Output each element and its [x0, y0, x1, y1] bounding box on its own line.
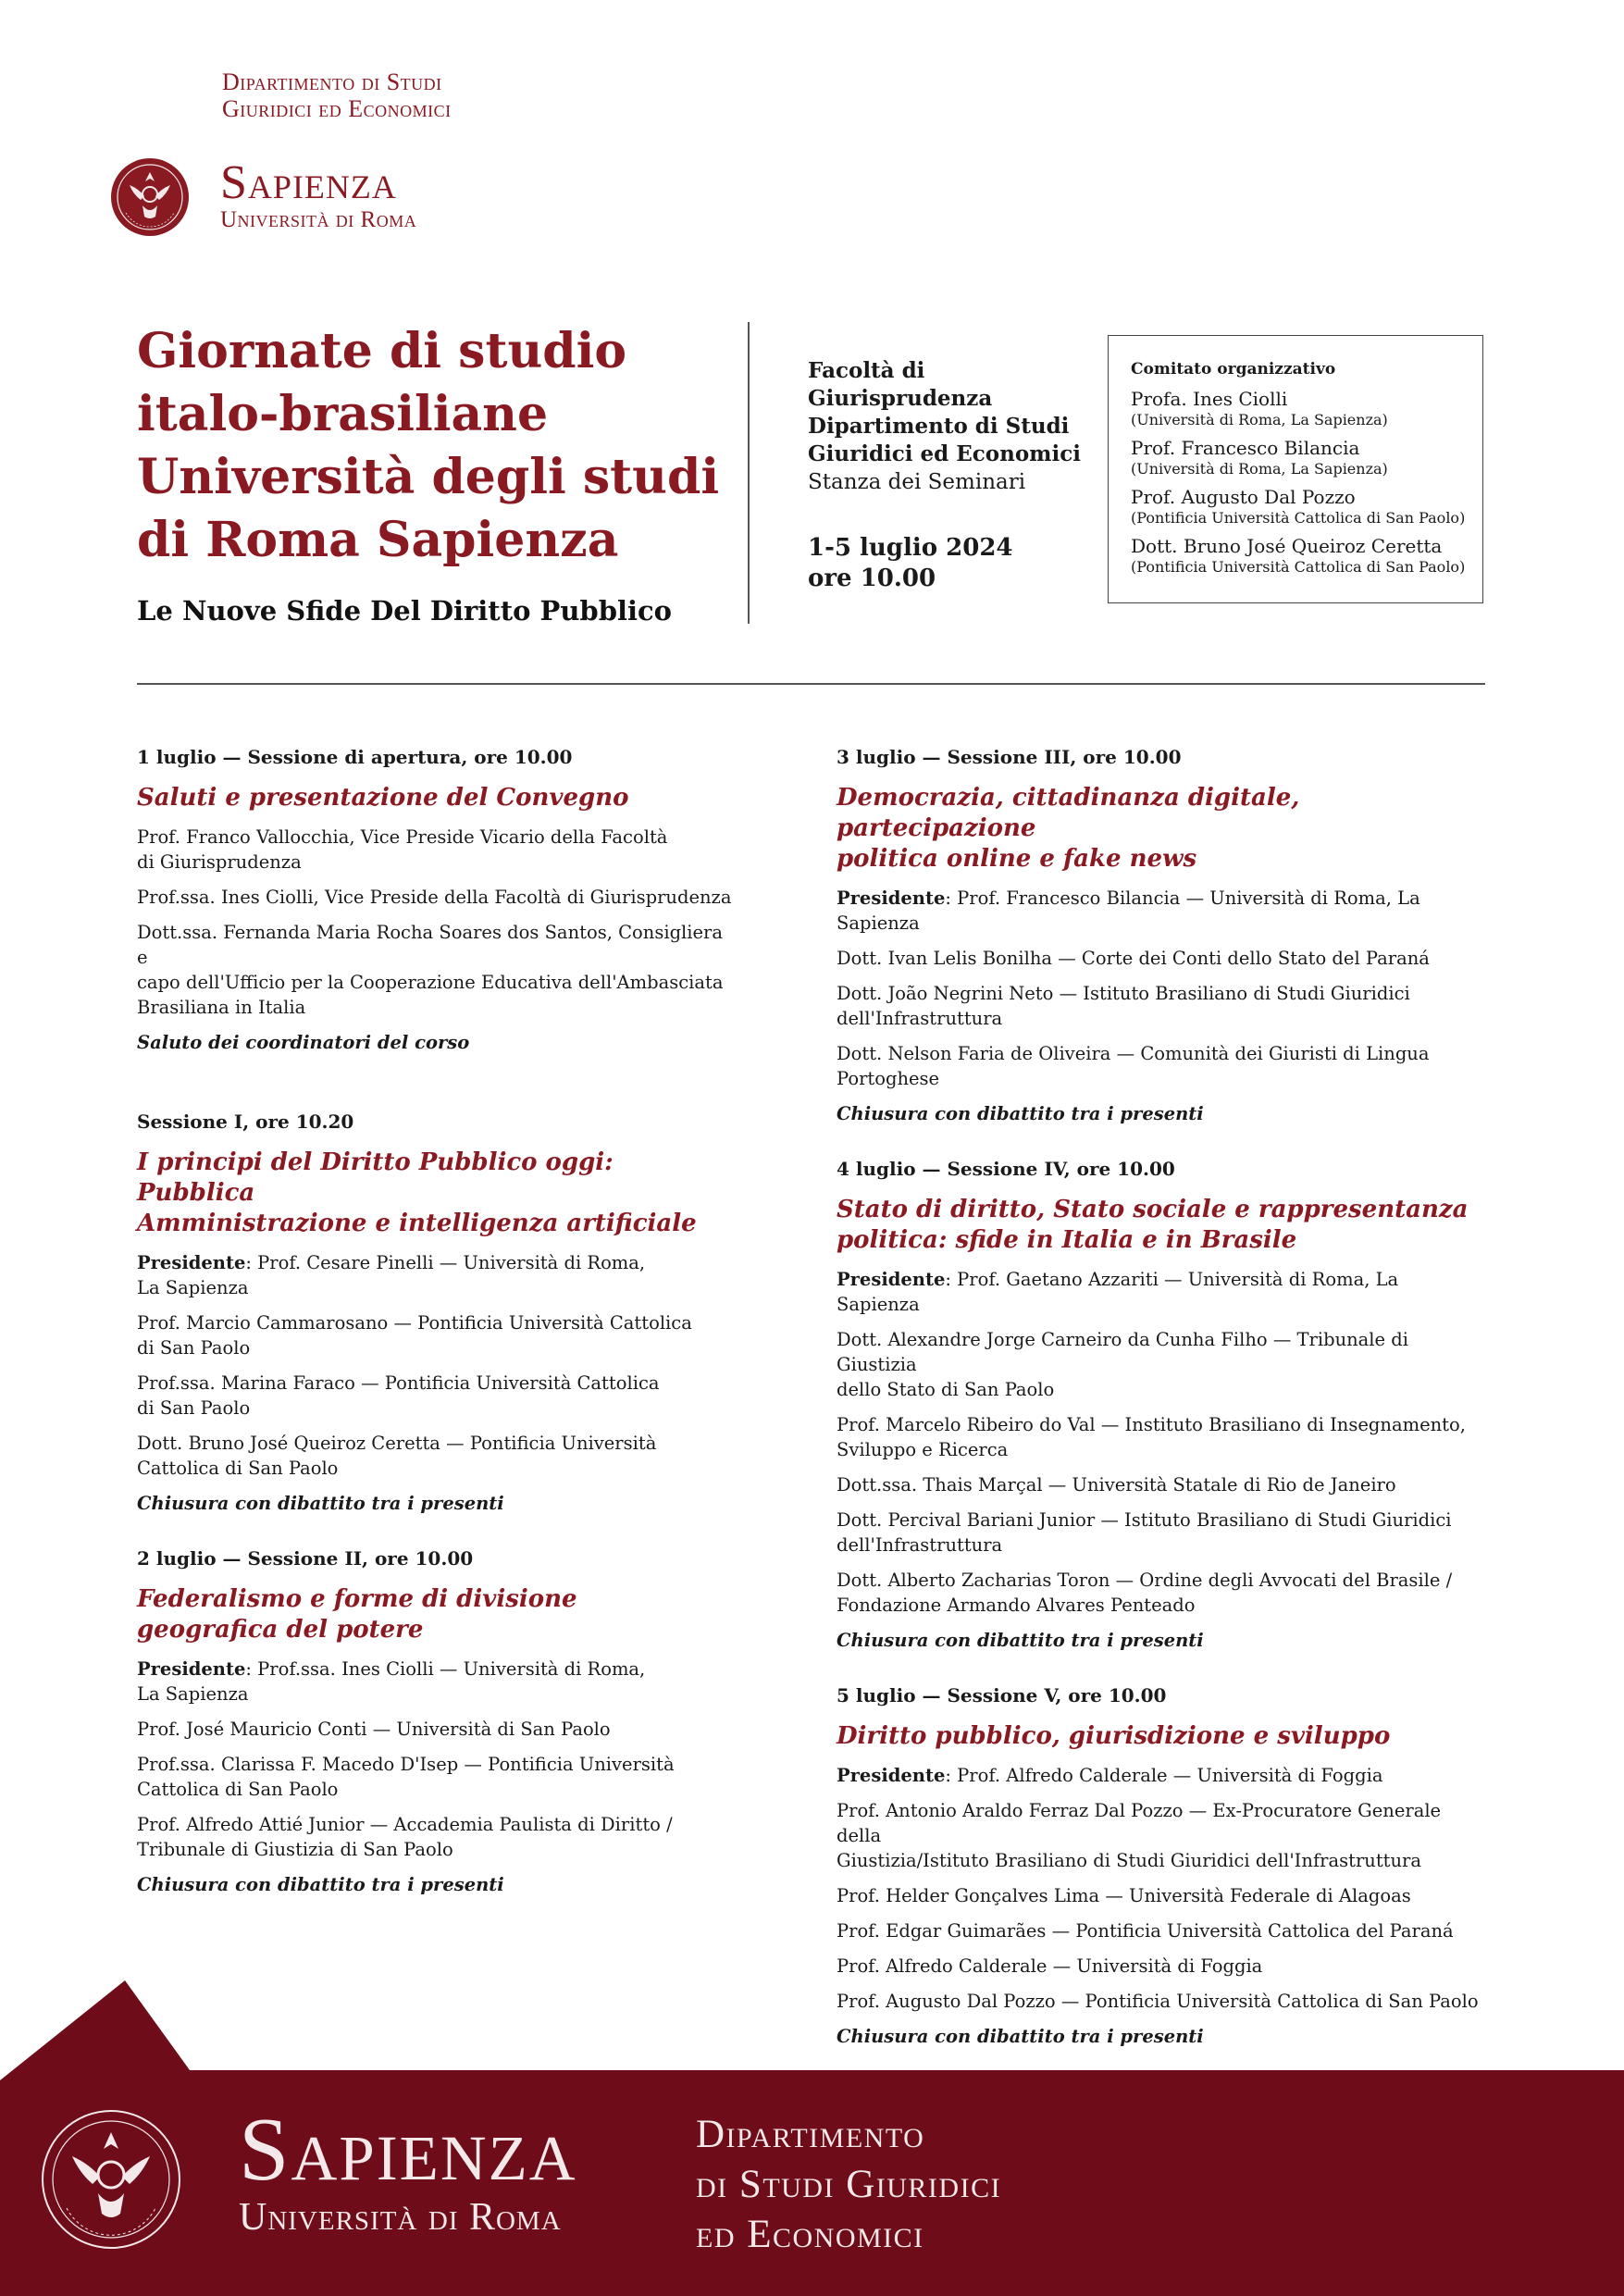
logo-name: Sapienza: [239, 2100, 577, 2200]
session-opening: [137, 744, 738, 1055]
speaker-line: Prof. Marcio Cammarosano — Pontificia Università Cattolica: [137, 1312, 692, 1334]
speaker-line: di San Paolo: [137, 1397, 251, 1419]
speaker: [837, 1327, 1484, 1402]
session-1: [137, 1109, 738, 1516]
committee-heading: Comitato organizzativo: [1131, 360, 1336, 379]
date-range: 1-5 luglio 2024: [808, 534, 1013, 562]
logo-subtitle: Università di Roma: [220, 207, 417, 232]
speaker-line: Dott. Ivan Lelis Bonilha — Corte dei Conti dello Stato del Paraná: [837, 948, 1430, 969]
session-title: [837, 783, 1484, 875]
sapienza-logo: [220, 156, 417, 233]
venue-info: [808, 357, 1104, 496]
start-time: ore 10.00: [808, 565, 936, 592]
speaker-line: Prof. José Mauricio Conti — Università di San Paolo: [137, 1719, 611, 1740]
speaker-line: Dott. Nelson Faria de Oliveira — Comunità dei Giuristi di Lingua Portoghese: [837, 1043, 1430, 1089]
department-heading-line2: Giuridici ed Economici: [222, 95, 452, 122]
session-title-line: politica online e fake news: [837, 845, 1197, 873]
session-title: [837, 1721, 1484, 1752]
session-chair: [137, 1250, 738, 1300]
speaker: [137, 1752, 738, 1802]
speaker-line: Dott. Percival Bariani Junior — Istituto Brasiliano di Studi Giuridici: [837, 1509, 1452, 1531]
session-closing: Chiusura con dibattito tra i presenti: [837, 2026, 1204, 2047]
member-name: Profa. Ines Ciolli: [1131, 388, 1288, 410]
speaker: [137, 825, 738, 875]
speaker-line: Giustizia/Istituto Brasiliano di Studi Giuridici dell'Infrastruttura: [837, 1850, 1422, 1871]
member-name: Dott. Bruno José Queiroz Ceretta: [1131, 535, 1443, 557]
event-title: [137, 320, 729, 572]
sapienza-seal-icon: [109, 148, 191, 246]
vertical-divider: [748, 322, 750, 624]
speaker: [837, 1041, 1484, 1091]
department-footer-line: di Studi Giuridici: [696, 2163, 1002, 2206]
speaker-line: Dott.ssa. Thais Marçal — Università Statale di Rio de Janeiro: [837, 1474, 1396, 1496]
speaker-line: Prof. Edgar Guimarães — Pontificia Università Cattolica del Paraná: [837, 1920, 1454, 1942]
room-line: Stanza dei Seminari: [808, 470, 1026, 494]
session-title-line: politica: sfide in Italia e in Brasile: [837, 1226, 1297, 1254]
session-title: [837, 1195, 1484, 1256]
session-title-line: Diritto pubblico, giurisdizione e sviluppo: [837, 1722, 1391, 1750]
speaker-line: Prof.ssa. Ines Ciolli, Vice Preside della Facoltà di Giurisprudenza: [137, 887, 732, 908]
session-heading: 5 luglio — Sessione V, ore 10.00: [837, 1684, 1167, 1706]
session-closing: Chiusura con dibattito tra i presenti: [837, 1103, 1204, 1124]
speaker-line: Cattolica di San Paolo: [137, 1779, 339, 1800]
logo-subtitle: Università di Roma: [239, 2196, 562, 2239]
speaker-line: capo dell'Ufficio per la Cooperazione Educativa dell'Ambasciata: [137, 972, 724, 993]
session-heading: 3 luglio — Sessione III, ore 10.00: [837, 746, 1182, 768]
session-closing: Saluto dei coordinatori del corso: [137, 1032, 470, 1053]
committee-member: [1131, 388, 1482, 429]
department-heading: [222, 68, 452, 122]
speaker-line: Prof.ssa. Clarissa F. Macedo D'Isep — Pontificia Università: [137, 1754, 675, 1775]
chair-name: : Prof.ssa. Ines Ciolli — Università di Roma,: [245, 1658, 646, 1680]
speaker: [137, 1431, 738, 1481]
speaker-line: Dott.ssa. Fernanda Maria Rocha Soares dos Santos, Consigliera e: [137, 922, 724, 968]
title-line: italo-brasiliane: [137, 386, 549, 442]
session-2: [137, 1545, 738, 1897]
speaker: [837, 1883, 1484, 1908]
department-footer-line: ed Economici: [696, 2213, 924, 2256]
speaker-line: Prof. Alfredo Calderale — Università di Foggia: [837, 1955, 1263, 1977]
chair-name: : Prof. Alfredo Calderale — Università di Foggia: [945, 1765, 1383, 1786]
title-line: di Roma Sapienza: [137, 512, 619, 568]
department-line: Giuridici ed Economici: [808, 441, 1082, 466]
session-title: [137, 1148, 738, 1239]
speaker: [837, 1918, 1484, 1943]
session-chair: [137, 1657, 738, 1706]
department-footer-line: Dipartimento: [696, 2113, 925, 2156]
session-heading: 2 luglio — Sessione II, ore 10.00: [137, 1547, 474, 1570]
speaker: [837, 1954, 1484, 1979]
speaker: [137, 1717, 738, 1742]
speaker-line: Fondazione Armando Alvares Penteado: [837, 1595, 1196, 1616]
speaker-line: Dott. João Negrini Neto — Istituto Brasiliano di Studi Giuridici: [837, 983, 1410, 1004]
committee-member: [1131, 437, 1482, 478]
speaker-line: Prof.ssa. Marina Faraco — Pontificia Università Cattolica: [137, 1372, 660, 1394]
faculty-line: Giurisprudenza: [808, 386, 993, 411]
chair-label: Presidente: [137, 1252, 246, 1273]
speaker-line: Brasiliana in Italia: [137, 997, 306, 1018]
session-heading: 1 luglio — Sessione di apertura, ore 10.00: [137, 746, 573, 768]
speaker-line: Prof. Antonio Araldo Ferraz Dal Pozzo — Ex-Procuratore Generale della: [837, 1800, 1442, 1846]
speaker-line: La Sapienza: [137, 1277, 249, 1298]
speaker: [837, 946, 1484, 971]
speaker-line: Dott. Alberto Zacharias Toron — Ordine degli Avvocati del Brasile /: [837, 1570, 1453, 1591]
session-chair: [837, 1267, 1484, 1317]
speaker: [837, 981, 1484, 1031]
event-subtitle: Le Nuove Sfide Del Diritto Pubblico: [137, 595, 673, 627]
event-dates: [808, 533, 1013, 594]
chair-label: Presidente: [137, 1658, 246, 1680]
session-title: [137, 1584, 738, 1645]
committee-member: [1131, 535, 1482, 577]
department-footer: [696, 2110, 1001, 2260]
speaker: [837, 1798, 1484, 1873]
sapienza-seal-icon: [39, 2091, 183, 2267]
chair-label: Presidente: [837, 1765, 946, 1786]
session-title-line: Democrazia, cittadinanza digitale, partecipazione: [837, 784, 1300, 842]
department-line: Dipartimento di Studi: [808, 414, 1070, 439]
session-title-line: Stato di diritto, Stato sociale e rappresentanza: [837, 1196, 1469, 1223]
speaker-line: Tribunale di Giustizia di San Paolo: [137, 1839, 453, 1860]
speaker: [137, 885, 738, 910]
session-closing: Chiusura con dibattito tra i presenti: [837, 1630, 1204, 1651]
department-heading-line1: Dipartimento di Studi: [222, 68, 442, 95]
session-3: [837, 744, 1484, 1126]
speaker-line: dello Stato di San Paolo: [837, 1379, 1055, 1400]
speaker: [837, 1508, 1484, 1558]
title-line: Università degli studi: [137, 449, 720, 505]
session-4: [837, 1156, 1484, 1653]
speaker: [837, 1568, 1484, 1618]
member-affiliation: (Pontificia Università Cattolica di San Paolo): [1131, 558, 1466, 576]
speaker: [137, 1371, 738, 1421]
speaker-line: Prof. Franco Vallocchia, Vice Preside Vicario della Facoltà: [137, 826, 668, 848]
horizontal-divider: [137, 683, 1485, 685]
session-closing: Chiusura con dibattito tra i presenti: [137, 1493, 504, 1514]
speaker-line: Prof. Augusto Dal Pozzo — Pontificia Università Cattolica di San Paolo: [837, 1991, 1479, 2012]
member-affiliation: (Università di Roma, La Sapienza): [1131, 460, 1388, 478]
sapienza-logo-footer: [239, 2100, 577, 2240]
speaker-line: dell'Infrastruttura: [837, 1008, 1003, 1029]
session-title: [137, 783, 738, 813]
speaker-line: Prof. Marcelo Ribeiro do Val — Instituto Brasiliano di Insegnamento,: [837, 1414, 1466, 1435]
title-line: Giornate di studio: [137, 323, 627, 379]
speaker-line: dell'Infrastruttura: [837, 1534, 1003, 1556]
logo-name: Sapienza: [220, 156, 397, 209]
member-affiliation: (Università di Roma, La Sapienza): [1131, 411, 1388, 428]
speaker-line: Prof. Alfredo Attié Junior — Accademia Paulista di Diritto /: [137, 1814, 673, 1835]
speaker-line: Dott. Alexandre Jorge Carneiro da Cunha Filho — Tribunale di Giustizia: [837, 1329, 1409, 1375]
member-name: Prof. Augusto Dal Pozzo: [1131, 486, 1356, 508]
speaker-line: Dott. Bruno José Queiroz Ceretta — Pontificia Università: [137, 1433, 657, 1454]
speaker: [837, 1412, 1484, 1462]
speaker-line: di Giurisprudenza: [137, 851, 302, 873]
chair-name: : Prof. Cesare Pinelli — Università di Roma,: [245, 1252, 646, 1273]
member-name: Prof. Francesco Bilancia: [1131, 437, 1360, 459]
speaker: [137, 1310, 738, 1360]
session-title-line: Amministrazione e intelligenza artificiale: [137, 1210, 697, 1237]
speaker: [137, 920, 738, 1020]
session-chair: [837, 886, 1484, 936]
program-left-column: [137, 744, 738, 1897]
program-right-column: [837, 744, 1484, 2049]
committee-member: [1131, 486, 1482, 527]
session-closing: Chiusura con dibattito tra i presenti: [137, 1874, 504, 1895]
speaker-line: La Sapienza: [137, 1683, 249, 1705]
speaker: [137, 1812, 738, 1862]
member-affiliation: (Pontificia Università Cattolica di San Paolo): [1131, 509, 1466, 527]
session-chair: [837, 1763, 1484, 1788]
session-title-line: geografica del potere: [137, 1616, 424, 1644]
speaker: [837, 1472, 1484, 1497]
session-heading: Sessione I, ore 10.20: [137, 1111, 354, 1133]
chair-label: Presidente: [837, 1269, 946, 1290]
organizing-committee: [1108, 335, 1483, 603]
chair-name: : Prof. Francesco Bilancia — Università di Roma, La Sapienza: [837, 887, 1420, 934]
chair-label: Presidente: [837, 887, 946, 909]
faculty-line: Facoltà di: [808, 358, 925, 383]
speaker-line: Cattolica di San Paolo: [137, 1458, 339, 1479]
session-title-line: I principi del Diritto Pubblico oggi: Pubblica: [137, 1148, 614, 1207]
session-title-line: Saluti e presentazione del Convegno: [137, 784, 629, 812]
chair-name: : Prof. Gaetano Azzariti — Università di Roma, La Sapienza: [837, 1269, 1399, 1315]
session-heading: 4 luglio — Sessione IV, ore 10.00: [837, 1158, 1175, 1180]
speaker-line: Prof. Helder Gonçalves Lima — Università Federale di Alagoas: [837, 1885, 1411, 1906]
speaker-line: di San Paolo: [137, 1337, 251, 1359]
session-title-line: Federalismo e forme di divisione: [137, 1585, 577, 1613]
speaker-line: Sviluppo e Ricerca: [837, 1439, 1009, 1460]
